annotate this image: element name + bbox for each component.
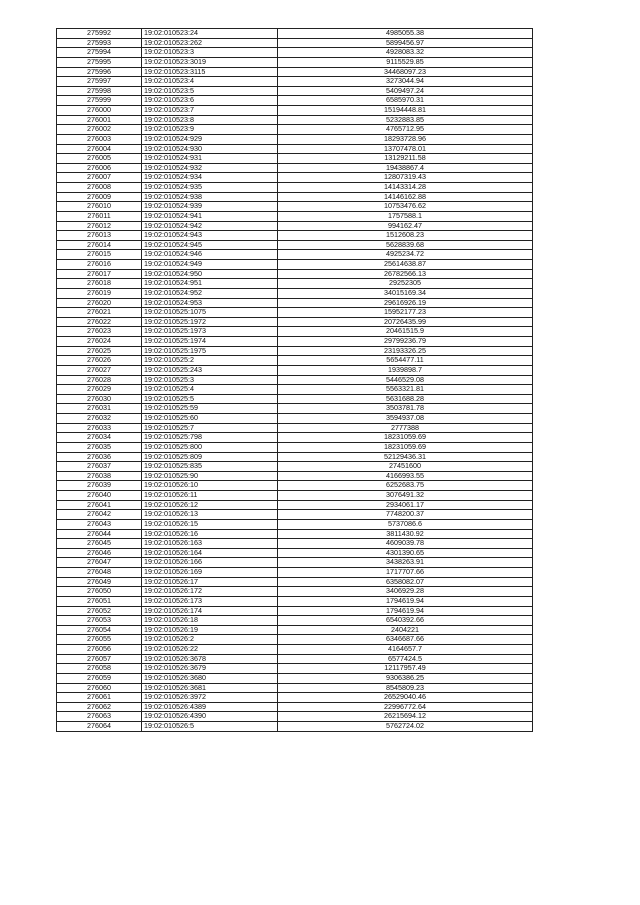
value-cell: 5628839.68 [278, 240, 533, 250]
row-id-cell: 276034 [57, 433, 142, 443]
cadastral-number-cell: 19:02:010525:1972 [142, 317, 278, 327]
row-id-cell: 276054 [57, 625, 142, 635]
row-id-cell: 276022 [57, 317, 142, 327]
cadastral-number-cell: 19:02:010526:3679 [142, 664, 278, 674]
cadastral-number-cell: 19:02:010526:3680 [142, 673, 278, 683]
table-row [57, 635, 533, 645]
cadastral-number-cell: 19:02:010525:90 [142, 471, 278, 481]
table-row [57, 202, 533, 212]
value-cell: 6358082.07 [278, 577, 533, 587]
cadastral-number-cell: 19:02:010524:939 [142, 202, 278, 212]
value-cell: 4928083.32 [278, 48, 533, 58]
value-cell: 5737086.6 [278, 519, 533, 529]
cadastral-number-cell: 19:02:010525:4 [142, 385, 278, 395]
cadastral-number-cell: 19:02:010525:798 [142, 433, 278, 443]
table-row [57, 365, 533, 375]
cadastral-number-cell: 19:02:010526:169 [142, 568, 278, 578]
cadastral-number-cell: 19:02:010526:173 [142, 596, 278, 606]
value-cell: 14143314.28 [278, 183, 533, 193]
cadastral-number-cell: 19:02:010526:164 [142, 548, 278, 558]
value-cell: 6577424.5 [278, 654, 533, 664]
table-row [57, 510, 533, 520]
table-row [57, 134, 533, 144]
cadastral-number-cell: 19:02:010524:953 [142, 298, 278, 308]
cadastral-number-cell: 19:02:010526:163 [142, 539, 278, 549]
row-id-cell: 276037 [57, 462, 142, 472]
table-row [57, 192, 533, 202]
value-cell: 15194448.81 [278, 106, 533, 116]
cadastral-number-cell: 19:02:010526:4389 [142, 702, 278, 712]
value-cell: 27451600 [278, 462, 533, 472]
row-id-cell: 276040 [57, 491, 142, 501]
row-id-cell: 276017 [57, 269, 142, 279]
row-id-cell: 276033 [57, 423, 142, 433]
cadastral-number-cell: 19:02:010526:5 [142, 722, 278, 732]
row-id-cell: 275992 [57, 29, 142, 39]
row-id-cell: 276006 [57, 163, 142, 173]
row-id-cell: 276055 [57, 635, 142, 645]
value-cell: 10753476.62 [278, 202, 533, 212]
row-id-cell: 276062 [57, 702, 142, 712]
row-id-cell: 276032 [57, 414, 142, 424]
table-row [57, 645, 533, 655]
cadastral-number-cell: 19:02:010523:3115 [142, 67, 278, 77]
cadastral-number-cell: 19:02:010523:3019 [142, 57, 278, 67]
row-id-cell: 276005 [57, 154, 142, 164]
row-id-cell: 276051 [57, 596, 142, 606]
table-row [57, 221, 533, 231]
table-row [57, 38, 533, 48]
table-row [57, 183, 533, 193]
cadastral-number-cell: 19:02:010524:952 [142, 288, 278, 298]
cadastral-number-cell: 19:02:010525:2 [142, 356, 278, 366]
cadastral-number-cell: 19:02:010525:243 [142, 365, 278, 375]
value-cell: 1794619.94 [278, 606, 533, 616]
row-id-cell: 275995 [57, 57, 142, 67]
table-row [57, 606, 533, 616]
table-row [57, 96, 533, 106]
cadastral-number-cell: 19:02:010526:4390 [142, 712, 278, 722]
value-cell: 7748200.37 [278, 510, 533, 520]
row-id-cell: 276014 [57, 240, 142, 250]
value-cell: 14146162.88 [278, 192, 533, 202]
table-row [57, 491, 533, 501]
cadastral-number-cell: 19:02:010524:935 [142, 183, 278, 193]
table-row [57, 481, 533, 491]
row-id-cell: 275999 [57, 96, 142, 106]
value-cell: 20726435.99 [278, 317, 533, 327]
table-row [57, 298, 533, 308]
cadastral-number-cell: 19:02:010526:16 [142, 529, 278, 539]
row-id-cell: 276031 [57, 404, 142, 414]
cadastral-number-cell: 19:02:010524:949 [142, 260, 278, 270]
table-row [57, 587, 533, 597]
row-id-cell: 276059 [57, 673, 142, 683]
value-cell: 1717707.66 [278, 568, 533, 578]
table-row [57, 404, 533, 414]
value-cell: 20461515.9 [278, 327, 533, 337]
row-id-cell: 276046 [57, 548, 142, 558]
cadastral-number-cell: 19:02:010526:15 [142, 519, 278, 529]
cadastral-number-cell: 19:02:010526:18 [142, 616, 278, 626]
value-cell: 23193326.25 [278, 346, 533, 356]
cadastral-number-cell: 19:02:010525:1974 [142, 337, 278, 347]
value-cell: 9306386.25 [278, 673, 533, 683]
row-id-cell: 276056 [57, 645, 142, 655]
value-cell: 1757588.1 [278, 211, 533, 221]
table-row [57, 144, 533, 154]
cadastral-number-cell: 19:02:010523:3 [142, 48, 278, 58]
row-id-cell: 276019 [57, 288, 142, 298]
table-row [57, 29, 533, 39]
row-id-cell: 276036 [57, 452, 142, 462]
table-row [57, 48, 533, 58]
table-row [57, 154, 533, 164]
cadastral-number-cell: 19:02:010523:8 [142, 115, 278, 125]
row-id-cell: 276047 [57, 558, 142, 568]
cadastral-number-cell: 19:02:010524:930 [142, 144, 278, 154]
table-row [57, 269, 533, 279]
table-row [57, 683, 533, 693]
table-row [57, 77, 533, 87]
table-row [57, 240, 533, 250]
value-cell: 4164657.7 [278, 645, 533, 655]
value-cell: 25614638.87 [278, 260, 533, 270]
cadastral-number-cell: 19:02:010524:951 [142, 279, 278, 289]
value-cell: 2404221 [278, 625, 533, 635]
value-cell: 19438867.4 [278, 163, 533, 173]
table-row [57, 173, 533, 183]
row-id-cell: 276015 [57, 250, 142, 260]
value-cell: 3076491.32 [278, 491, 533, 501]
value-cell: 3406929.28 [278, 587, 533, 597]
table-row [57, 279, 533, 289]
row-id-cell: 276042 [57, 510, 142, 520]
table-row [57, 308, 533, 318]
value-cell: 13707478.01 [278, 144, 533, 154]
cadastral-number-cell: 19:02:010524:929 [142, 134, 278, 144]
row-id-cell: 276009 [57, 192, 142, 202]
table-row [57, 288, 533, 298]
row-id-cell: 275994 [57, 48, 142, 58]
cadastral-number-cell: 19:02:010524:941 [142, 211, 278, 221]
table-row [57, 596, 533, 606]
row-id-cell: 276026 [57, 356, 142, 366]
table-row [57, 558, 533, 568]
cadastral-number-cell: 19:02:010525:59 [142, 404, 278, 414]
cadastral-number-cell: 19:02:010523:6 [142, 96, 278, 106]
value-cell: 4166993.55 [278, 471, 533, 481]
value-cell: 2934061.17 [278, 500, 533, 510]
table-row [57, 722, 533, 732]
table-row [57, 67, 533, 77]
row-id-cell: 276011 [57, 211, 142, 221]
table-body [57, 29, 533, 732]
row-id-cell: 276030 [57, 394, 142, 404]
value-cell: 1512608.23 [278, 231, 533, 241]
table-row [57, 327, 533, 337]
cadastral-number-cell: 19:02:010526:172 [142, 587, 278, 597]
cadastral-number-cell: 19:02:010525:1075 [142, 308, 278, 318]
value-cell: 34015169.34 [278, 288, 533, 298]
row-id-cell: 276052 [57, 606, 142, 616]
row-id-cell: 276060 [57, 683, 142, 693]
value-cell: 9115529.85 [278, 57, 533, 67]
cadastral-number-cell: 19:02:010523:24 [142, 29, 278, 39]
table-row [57, 211, 533, 221]
table-row [57, 693, 533, 703]
value-cell: 1794619.94 [278, 596, 533, 606]
row-id-cell: 276061 [57, 693, 142, 703]
table-row [57, 664, 533, 674]
value-cell: 26782566.13 [278, 269, 533, 279]
cadastral-number-cell: 19:02:010523:5 [142, 86, 278, 96]
cadastral-number-cell: 19:02:010526:12 [142, 500, 278, 510]
row-id-cell: 276043 [57, 519, 142, 529]
table-row [57, 385, 533, 395]
row-id-cell: 275997 [57, 77, 142, 87]
table-row [57, 337, 533, 347]
cadastral-number-cell: 19:02:010526:13 [142, 510, 278, 520]
value-cell: 3438263.91 [278, 558, 533, 568]
cadastral-number-cell: 19:02:010523:262 [142, 38, 278, 48]
table-row [57, 375, 533, 385]
cadastral-number-cell: 19:02:010523:7 [142, 106, 278, 116]
value-cell: 18231059.69 [278, 442, 533, 452]
row-id-cell: 276038 [57, 471, 142, 481]
cadastral-number-cell: 19:02:010524:950 [142, 269, 278, 279]
value-cell: 13129211.58 [278, 154, 533, 164]
value-cell: 5631688.28 [278, 394, 533, 404]
table-row [57, 577, 533, 587]
value-cell: 4985055.38 [278, 29, 533, 39]
cadastral-number-cell: 19:02:010525:1973 [142, 327, 278, 337]
table-row [57, 317, 533, 327]
table-row [57, 471, 533, 481]
cadastral-number-cell: 19:02:010525:835 [142, 462, 278, 472]
table-row [57, 356, 533, 366]
cadastral-number-cell: 19:02:010525:3 [142, 375, 278, 385]
value-cell: 3503781.78 [278, 404, 533, 414]
cadastral-number-cell: 19:02:010526:11 [142, 491, 278, 501]
cadastral-number-cell: 19:02:010525:809 [142, 452, 278, 462]
value-cell: 22996772.64 [278, 702, 533, 712]
table-row [57, 260, 533, 270]
table-row [57, 57, 533, 67]
value-cell: 12117957.49 [278, 664, 533, 674]
table-row [57, 519, 533, 529]
value-cell: 4609039.78 [278, 539, 533, 549]
cadastral-number-cell: 19:02:010524:943 [142, 231, 278, 241]
row-id-cell: 276007 [57, 173, 142, 183]
cadastral-number-cell: 19:02:010525:60 [142, 414, 278, 424]
table-row [57, 346, 533, 356]
row-id-cell: 276002 [57, 125, 142, 135]
value-cell: 29799236.79 [278, 337, 533, 347]
value-cell: 2777388 [278, 423, 533, 433]
table-row [57, 423, 533, 433]
table-row [57, 115, 533, 125]
cadastral-number-cell: 19:02:010524:938 [142, 192, 278, 202]
row-id-cell: 276053 [57, 616, 142, 626]
value-cell: 6346687.66 [278, 635, 533, 645]
value-cell: 29616926.19 [278, 298, 533, 308]
cadastral-number-cell: 19:02:010526:17 [142, 577, 278, 587]
table-row [57, 86, 533, 96]
value-cell: 8545809.23 [278, 683, 533, 693]
table-row [57, 433, 533, 443]
value-cell: 4301390.65 [278, 548, 533, 558]
table-row [57, 625, 533, 635]
table-row [57, 462, 533, 472]
value-cell: 5563321.81 [278, 385, 533, 395]
value-cell: 5409497.24 [278, 86, 533, 96]
row-id-cell: 276050 [57, 587, 142, 597]
row-id-cell: 276008 [57, 183, 142, 193]
cadastral-number-cell: 19:02:010524:946 [142, 250, 278, 260]
row-id-cell: 276024 [57, 337, 142, 347]
table-row [57, 442, 533, 452]
cadastral-number-cell: 19:02:010526:10 [142, 481, 278, 491]
row-id-cell: 276004 [57, 144, 142, 154]
row-id-cell: 276058 [57, 664, 142, 674]
row-id-cell: 276010 [57, 202, 142, 212]
cadastral-number-cell: 19:02:010526:22 [142, 645, 278, 655]
row-id-cell: 276016 [57, 260, 142, 270]
table-row [57, 500, 533, 510]
value-cell: 18231059.69 [278, 433, 533, 443]
cadastral-value-table [56, 28, 533, 732]
table-row [57, 250, 533, 260]
table-row [57, 452, 533, 462]
cadastral-number-cell: 19:02:010525:800 [142, 442, 278, 452]
value-cell: 29252305 [278, 279, 533, 289]
row-id-cell: 276021 [57, 308, 142, 318]
cadastral-number-cell: 19:02:010525:1975 [142, 346, 278, 356]
table-row [57, 106, 533, 116]
row-id-cell: 276013 [57, 231, 142, 241]
row-id-cell: 276063 [57, 712, 142, 722]
cadastral-number-cell: 19:02:010526:2 [142, 635, 278, 645]
value-cell: 5899456.97 [278, 38, 533, 48]
value-cell: 4925234.72 [278, 250, 533, 260]
cadastral-number-cell: 19:02:010523:4 [142, 77, 278, 87]
row-id-cell: 276027 [57, 365, 142, 375]
table-row [57, 548, 533, 558]
cadastral-number-cell: 19:02:010524:932 [142, 163, 278, 173]
row-id-cell: 276025 [57, 346, 142, 356]
value-cell: 12807319.43 [278, 173, 533, 183]
value-cell: 6540392.66 [278, 616, 533, 626]
table-row [57, 539, 533, 549]
cadastral-number-cell: 19:02:010524:931 [142, 154, 278, 164]
cadastral-number-cell: 19:02:010525:7 [142, 423, 278, 433]
value-cell: 5762724.02 [278, 722, 533, 732]
value-cell: 5446529.08 [278, 375, 533, 385]
row-id-cell: 276048 [57, 568, 142, 578]
table-row [57, 394, 533, 404]
row-id-cell: 276023 [57, 327, 142, 337]
table-row [57, 654, 533, 664]
value-cell: 34468097.23 [278, 67, 533, 77]
value-cell: 5654477.11 [278, 356, 533, 366]
value-cell: 4765712.95 [278, 125, 533, 135]
value-cell: 1939898.7 [278, 365, 533, 375]
row-id-cell: 276018 [57, 279, 142, 289]
cadastral-number-cell: 19:02:010525:5 [142, 394, 278, 404]
row-id-cell: 276041 [57, 500, 142, 510]
cadastral-number-cell: 19:02:010526:19 [142, 625, 278, 635]
value-cell: 5232883.85 [278, 115, 533, 125]
table-row [57, 125, 533, 135]
value-cell: 26529040.46 [278, 693, 533, 703]
value-cell: 15952177.23 [278, 308, 533, 318]
row-id-cell: 276028 [57, 375, 142, 385]
row-id-cell: 275996 [57, 67, 142, 77]
value-cell: 6585970.31 [278, 96, 533, 106]
cadastral-number-cell: 19:02:010526:166 [142, 558, 278, 568]
row-id-cell: 276044 [57, 529, 142, 539]
table-row [57, 712, 533, 722]
table-row [57, 616, 533, 626]
cadastral-number-cell: 19:02:010524:945 [142, 240, 278, 250]
cadastral-number-cell: 19:02:010526:3681 [142, 683, 278, 693]
row-id-cell: 276049 [57, 577, 142, 587]
row-id-cell: 276012 [57, 221, 142, 231]
cadastral-number-cell: 19:02:010524:934 [142, 173, 278, 183]
row-id-cell: 276020 [57, 298, 142, 308]
table-row [57, 231, 533, 241]
row-id-cell: 276045 [57, 539, 142, 549]
row-id-cell: 276064 [57, 722, 142, 732]
cadastral-number-cell: 19:02:010523:9 [142, 125, 278, 135]
row-id-cell: 276029 [57, 385, 142, 395]
cadastral-number-cell: 19:02:010524:942 [142, 221, 278, 231]
value-cell: 3594937.08 [278, 414, 533, 424]
row-id-cell: 276001 [57, 115, 142, 125]
table-row [57, 414, 533, 424]
table-row [57, 529, 533, 539]
cadastral-number-cell: 19:02:010526:3678 [142, 654, 278, 664]
value-cell: 26215694.12 [278, 712, 533, 722]
row-id-cell: 276000 [57, 106, 142, 116]
value-cell: 18293728.96 [278, 134, 533, 144]
table-row [57, 702, 533, 712]
table-row [57, 163, 533, 173]
value-cell: 3273044.94 [278, 77, 533, 87]
row-id-cell: 276035 [57, 442, 142, 452]
table-row [57, 673, 533, 683]
value-cell: 52129436.31 [278, 452, 533, 462]
cadastral-number-cell: 19:02:010526:174 [142, 606, 278, 616]
row-id-cell: 276003 [57, 134, 142, 144]
value-cell: 994162.47 [278, 221, 533, 231]
cadastral-number-cell: 19:02:010526:3972 [142, 693, 278, 703]
value-cell: 3811430.92 [278, 529, 533, 539]
row-id-cell: 276039 [57, 481, 142, 491]
row-id-cell: 275993 [57, 38, 142, 48]
table-row [57, 568, 533, 578]
value-cell: 6252683.75 [278, 481, 533, 491]
row-id-cell: 275998 [57, 86, 142, 96]
row-id-cell: 276057 [57, 654, 142, 664]
